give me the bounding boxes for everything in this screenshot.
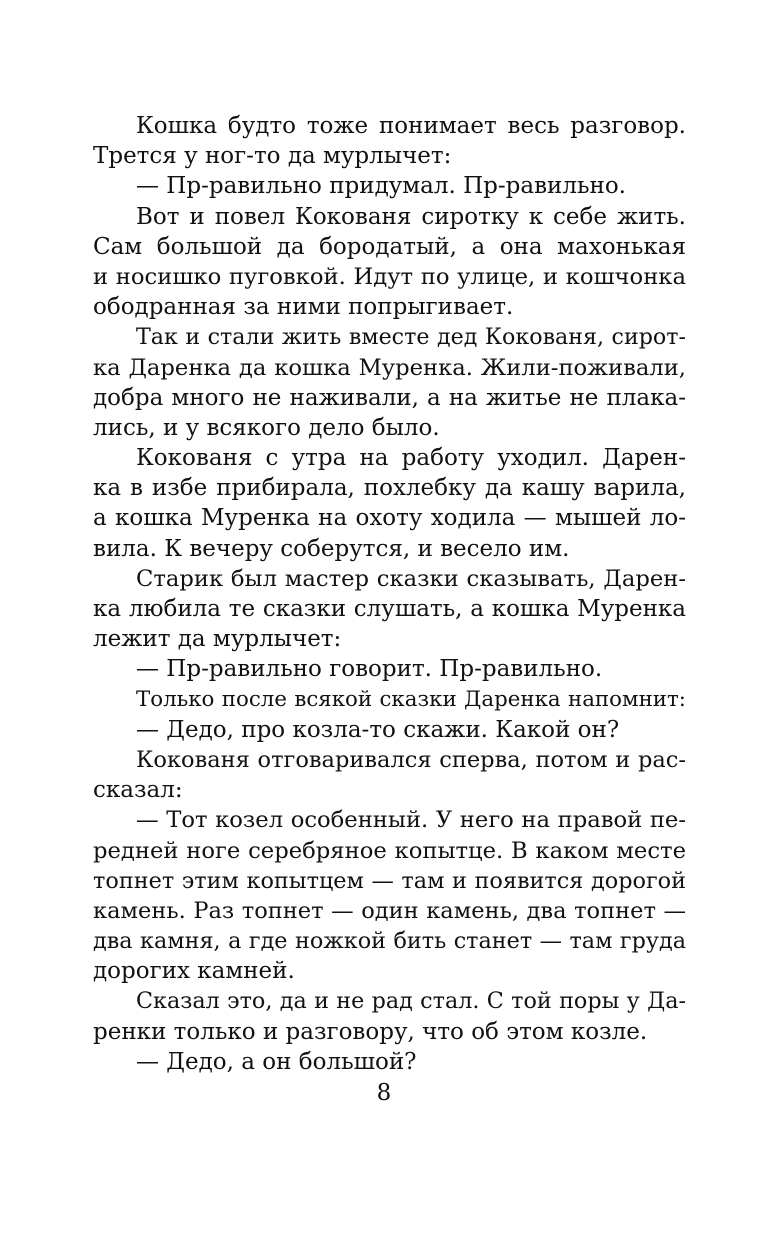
text-line: Вот и повел Кокованя сиротку к себе жить. — [136, 203, 686, 230]
text-line: Кокованя отговаривался сперва, потом и рас- — [136, 746, 686, 773]
text-line: редней ноге серебряное копытце. В каком месте — [93, 837, 686, 864]
text-line: — Пр-равильно придумал. Пр-равильно. — [136, 173, 626, 200]
text-line: лись, и у всякого дело было. — [93, 414, 440, 441]
text-line: сказал: — [93, 777, 183, 804]
text-line: добра много не наживали, а на житье не плака- — [93, 384, 686, 411]
text-line: и носишко пуговкой. Идут по улице, и кошчонка — [93, 263, 686, 290]
text-line: Кокованя с утра на работу уходил. Дарен- — [136, 445, 686, 472]
text-line: Так и стали жить вместе дед Кокованя, сирот- — [136, 324, 686, 351]
text-line: — Пр-равильно говорит. Пр-равильно. — [136, 656, 603, 683]
text-line: вила. К вечеру соберутся, и весело им. — [93, 535, 570, 562]
text-line: топнет этим копытцем — там и появится дорогой — [93, 867, 686, 894]
text-line: Сам большой да бородатый, а она махонькая — [93, 233, 686, 260]
text-line: ка в избе прибирала, похлебку да кашу варила, — [93, 475, 686, 502]
text-line: Сказал это, да и не рад стал. С той поры у Да- — [136, 988, 686, 1015]
text-line: два камня, а где ножкой бить станет — там груда — [93, 928, 686, 955]
text-line: — Дедо, а он большой? — [136, 1048, 417, 1075]
text-line: Трется у ног-то да мурлычет: — [93, 143, 452, 170]
text-line: дорогих камней. — [93, 958, 295, 985]
text-line: камень. Раз топнет — один камень, два топнет — — [93, 897, 686, 924]
text-line: ка любила те сказки слушать, а кошка Муренка — [93, 596, 686, 622]
text-line: а кошка Муренка на охоту ходила — мышей ло- — [93, 505, 686, 532]
text-line: Кошка будто тоже понимает весь разговор. — [136, 113, 686, 139]
text-line: Старик был мастер сказки сказывать, Дарен- — [136, 565, 686, 592]
text-line: Только после всякой сказки Даренка напомнит: — [136, 686, 686, 712]
text-line: ободранная за ними попрыгивает. — [93, 294, 514, 321]
body-text — [93, 111, 686, 1077]
text-line: ка Даренка да кошка Муренка. Жили-поживали, — [93, 354, 686, 381]
text-line: — Дедо, про козла-то скажи. Какой он? — [136, 716, 620, 743]
text-line: ренки только и разговору, что об этом козле. — [93, 1018, 648, 1045]
text-line: лежит да мурлычет: — [93, 626, 342, 653]
text-line: — Тот козел особенный. У него на правой пе- — [136, 807, 686, 834]
page-number: 8 — [376, 1080, 392, 1106]
